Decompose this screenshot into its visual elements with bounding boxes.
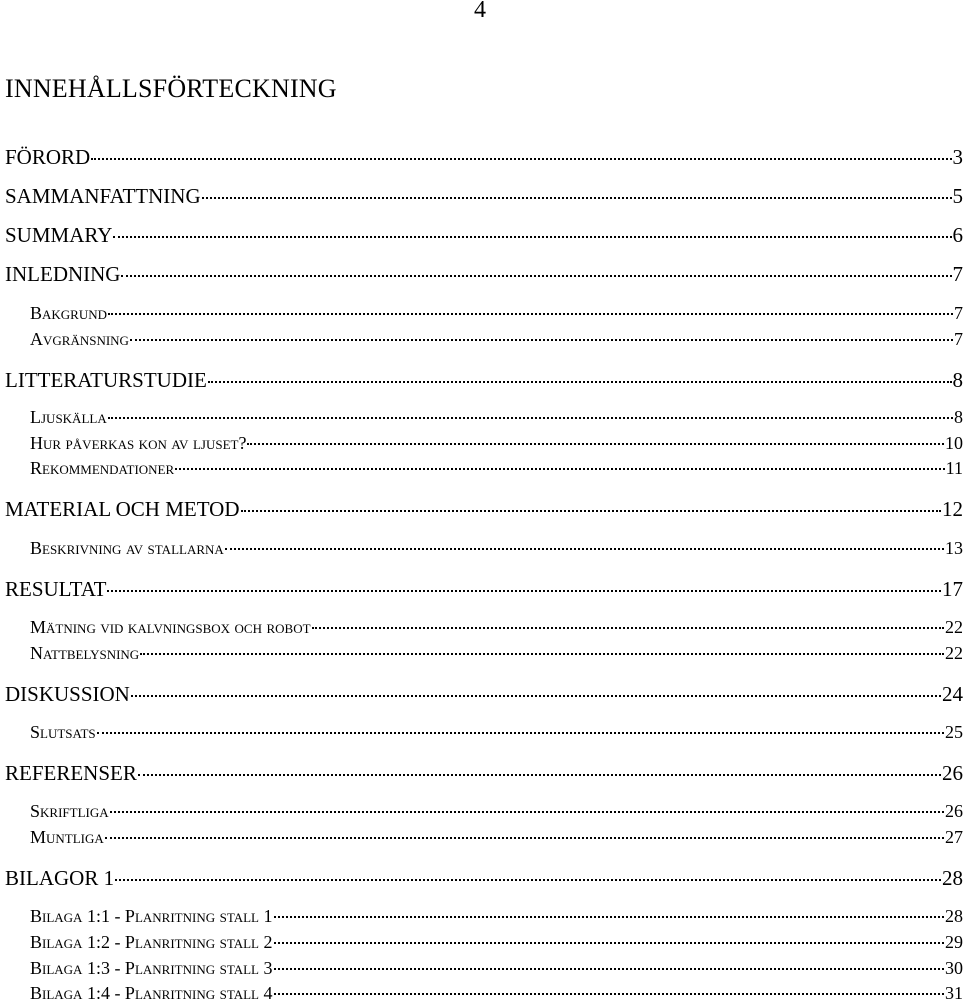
toc-entry-page: 27 [945, 827, 963, 848]
toc-entry[interactable] [5, 761, 963, 787]
toc-entry-label: Bilaga 1:2 - Planritning stall 2 [30, 932, 273, 953]
toc-leader-dots [312, 627, 944, 629]
toc-entry[interactable] [5, 577, 963, 603]
toc-entry-page: 31 [945, 983, 963, 1004]
toc-leader-dots [175, 468, 944, 470]
toc-entry-page: 29 [945, 932, 963, 953]
toc-entry[interactable] [30, 329, 963, 351]
toc-entry[interactable] [5, 866, 963, 892]
toc-leader-dots [274, 993, 945, 995]
toc-leader-dots [110, 811, 944, 813]
toc-entry[interactable] [30, 433, 963, 455]
toc-leader-dots [241, 510, 942, 512]
toc-entry-page: 7 [953, 262, 963, 287]
toc-entry-label: Avgränsning [30, 329, 129, 350]
toc-leader-dots [108, 313, 953, 315]
toc-entry-page: 10 [945, 433, 963, 454]
page-number: 4 [0, 0, 960, 24]
toc-leader-dots [97, 732, 944, 734]
toc-entry-label: Bilaga 1:3 - Planritning stall 3 [30, 958, 273, 979]
toc-entry[interactable] [30, 617, 963, 639]
toc-entry-page: 5 [953, 184, 963, 209]
toc-entry[interactable] [5, 368, 963, 394]
toc-entry-page: 28 [942, 866, 963, 891]
toc-entry-label: DISKUSSION [5, 682, 130, 707]
toc-entry-page: 22 [945, 617, 963, 638]
toc-entry[interactable] [5, 184, 963, 210]
toc-entry-page: 7 [954, 329, 963, 350]
toc-leader-dots [115, 879, 941, 881]
toc-entry-label: Hur påverkas kon av ljuset? [30, 433, 246, 454]
toc-entry-label: Ljuskälla [30, 407, 107, 428]
toc-leader-dots [274, 968, 945, 970]
toc-entry[interactable] [5, 497, 963, 523]
toc-leader-dots [202, 197, 952, 199]
toc-entry-page: 11 [946, 458, 963, 479]
toc-leader-dots [208, 381, 952, 383]
toc-entry[interactable] [30, 827, 963, 849]
toc-leader-dots [140, 653, 944, 655]
toc-leader-dots [274, 942, 945, 944]
toc-entry[interactable] [30, 722, 963, 744]
toc-entry-label: BILAGOR 1 [5, 866, 114, 891]
toc-leader-dots [131, 695, 941, 697]
toc-entry-page: 24 [942, 682, 963, 707]
toc-entry-page: 8 [953, 368, 963, 393]
toc-entry-page: 30 [945, 958, 963, 979]
toc-entry-page: 26 [942, 761, 963, 786]
toc-leader-dots [138, 774, 941, 776]
toc-entry-label: Mätning vid kalvningsbox och robot [30, 617, 311, 638]
toc-entry-page: 7 [954, 303, 963, 324]
toc-entry-label: FÖRORD [5, 145, 90, 170]
toc-entry-page: 17 [942, 577, 963, 602]
toc-entry[interactable] [30, 538, 963, 560]
toc-entry-label: Rekommendationer [30, 458, 174, 479]
toc-entry-label: LITTERATURSTUDIE [5, 368, 207, 393]
toc-entry[interactable] [30, 643, 963, 665]
toc-leader-dots [130, 339, 953, 341]
toc-entry-label: Nattbelysning [30, 643, 139, 664]
toc-entry-page: 12 [942, 497, 963, 522]
toc-entry-label: Bilaga 1:1 - Planritning stall 1 [30, 906, 273, 927]
toc-leader-dots [274, 916, 945, 918]
toc-leader-dots [105, 837, 944, 839]
toc-leader-dots [113, 236, 951, 238]
toc-entry-page: 3 [953, 145, 963, 170]
toc-leader-dots [247, 443, 944, 445]
toc-entry-label: Bakgrund [30, 303, 107, 324]
toc-entry[interactable] [30, 303, 963, 325]
toc-entry[interactable] [30, 958, 963, 980]
toc-leader-dots [121, 275, 951, 277]
toc-entry-label: Skriftliga [30, 801, 109, 822]
toc-entry-label: Bilaga 1:4 - Planritning stall 4 [30, 983, 273, 1004]
toc-entry[interactable] [30, 458, 963, 480]
toc-entry-page: 26 [945, 801, 963, 822]
toc-entry[interactable] [30, 407, 963, 429]
toc-leader-dots [107, 590, 941, 592]
toc-leader-dots [91, 158, 951, 160]
toc-entry[interactable] [30, 932, 963, 954]
toc-entry[interactable] [30, 906, 963, 928]
toc-entry-label: Muntliga [30, 827, 104, 848]
toc-entry-label: Beskrivning av stallarna [30, 538, 224, 559]
toc-entry-label: SAMMANFATTNING [5, 184, 201, 209]
toc-entry-label: RESULTAT [5, 577, 106, 602]
toc-entry-label: INLEDNING [5, 262, 120, 287]
toc-entry-label: Slutsats [30, 722, 96, 743]
toc-entry-page: 13 [945, 538, 963, 559]
toc-entry[interactable] [5, 145, 963, 171]
toc-entry-label: SUMMARY [5, 223, 112, 248]
toc-entry-page: 25 [945, 722, 963, 743]
toc-entry-label: REFERENSER [5, 761, 137, 786]
toc-entry[interactable] [30, 801, 963, 823]
toc-entry[interactable] [5, 682, 963, 708]
toc-entry-page: 28 [945, 906, 963, 927]
toc-leader-dots [108, 417, 953, 419]
toc-entry-page: 8 [954, 407, 963, 428]
toc-entry[interactable] [30, 983, 963, 1005]
toc-entry-page: 22 [945, 643, 963, 664]
toc-entry-page: 6 [953, 223, 963, 248]
toc-entry-label: MATERIAL OCH METOD [5, 497, 240, 522]
toc-entry[interactable] [5, 262, 963, 288]
toc-title: INNEHÅLLSFÖRTECKNING [5, 74, 337, 104]
toc-entry[interactable] [5, 223, 963, 249]
toc-leader-dots [225, 548, 944, 550]
